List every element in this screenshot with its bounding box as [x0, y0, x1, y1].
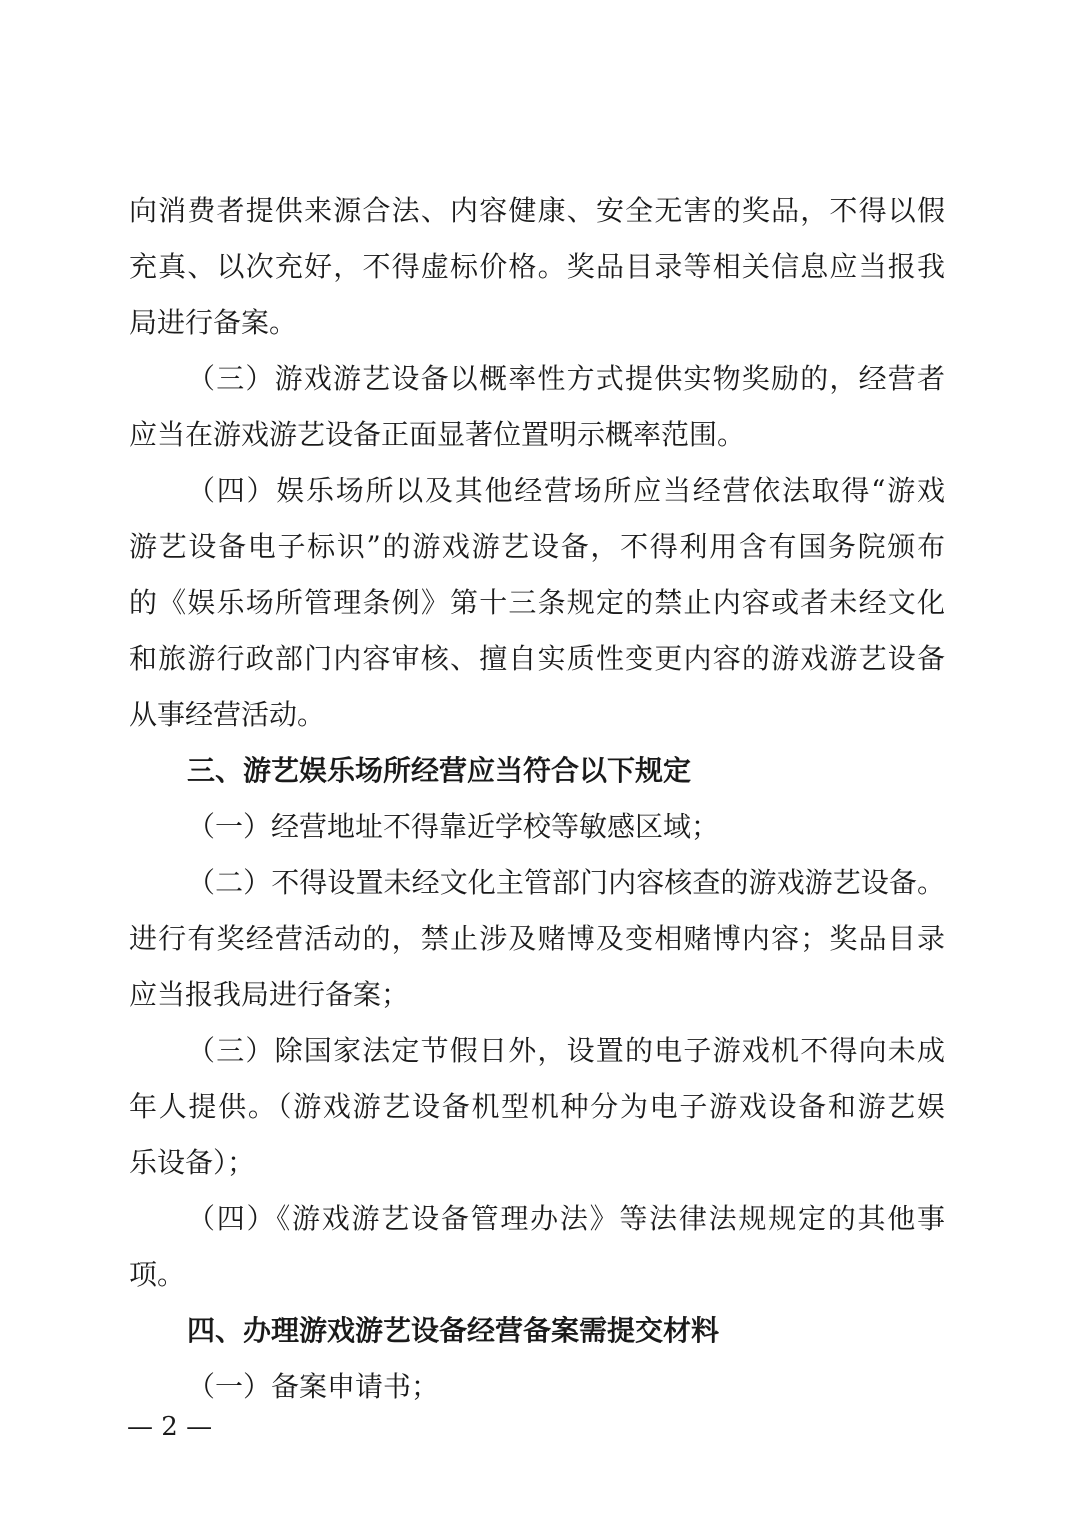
text-line: 项。: [129, 1258, 186, 1291]
document-body: [129, 183, 945, 1415]
text-line: 的《娱乐场所管理条例》第十三条规定的禁止内容或者未经文化: [129, 586, 945, 619]
text-line: 年人提供。（游戏游艺设备机型机种分为电子游戏设备和游艺娱: [129, 1090, 945, 1123]
text-line: （三）游戏游艺设备以概率性方式提供实物奖励的，经营者: [187, 362, 945, 395]
text-line: （四）娱乐场所以及其他经营场所应当经营依法取得“游戏: [187, 474, 945, 507]
text-line: 从事经营活动。: [129, 698, 326, 731]
text-line: （一）备案申请书；: [187, 1370, 440, 1403]
page-number: — 2 —: [127, 1412, 213, 1442]
text-line: （一）经营地址不得靠近学校等敏感区域；: [187, 810, 720, 843]
text-line: （四）《游戏游艺设备管理办法》等法律法规规定的其他事: [187, 1202, 945, 1235]
text-line: 和旅游行政部门内容审核、擅自实质性变更内容的游戏游艺设备: [129, 642, 945, 675]
text-line: 充真、以次充好，不得虚标价格。奖品目录等相关信息应当报我: [129, 250, 945, 283]
section-heading: 四、办理游戏游艺设备经营备案需提交材料: [187, 1314, 720, 1347]
text-line: （二）不得设置未经文化主管部门内容核查的游戏游艺设备。: [187, 866, 945, 899]
text-line: 应当在游戏游艺设备正面显著位置明示概率范围。: [129, 418, 746, 451]
text-line: 游艺设备电子标识”的游戏游艺设备，不得利用含有国务院颁布: [129, 530, 945, 563]
text-line: 乐设备）；: [129, 1146, 256, 1179]
text-line: 向消费者提供来源合法、内容健康、安全无害的奖品，不得以假: [129, 194, 945, 227]
text-line: 局进行备案。: [129, 306, 298, 339]
text-line: 应当报我局进行备案；: [129, 978, 410, 1011]
section-heading: 三、游艺娱乐场所经营应当符合以下规定: [187, 754, 692, 787]
text-line: 进行有奖经营活动的，禁止涉及赌博及变相赌博内容；奖品目录: [129, 922, 945, 955]
text-line: （三）除国家法定节假日外，设置的电子游戏机不得向未成: [187, 1034, 945, 1067]
